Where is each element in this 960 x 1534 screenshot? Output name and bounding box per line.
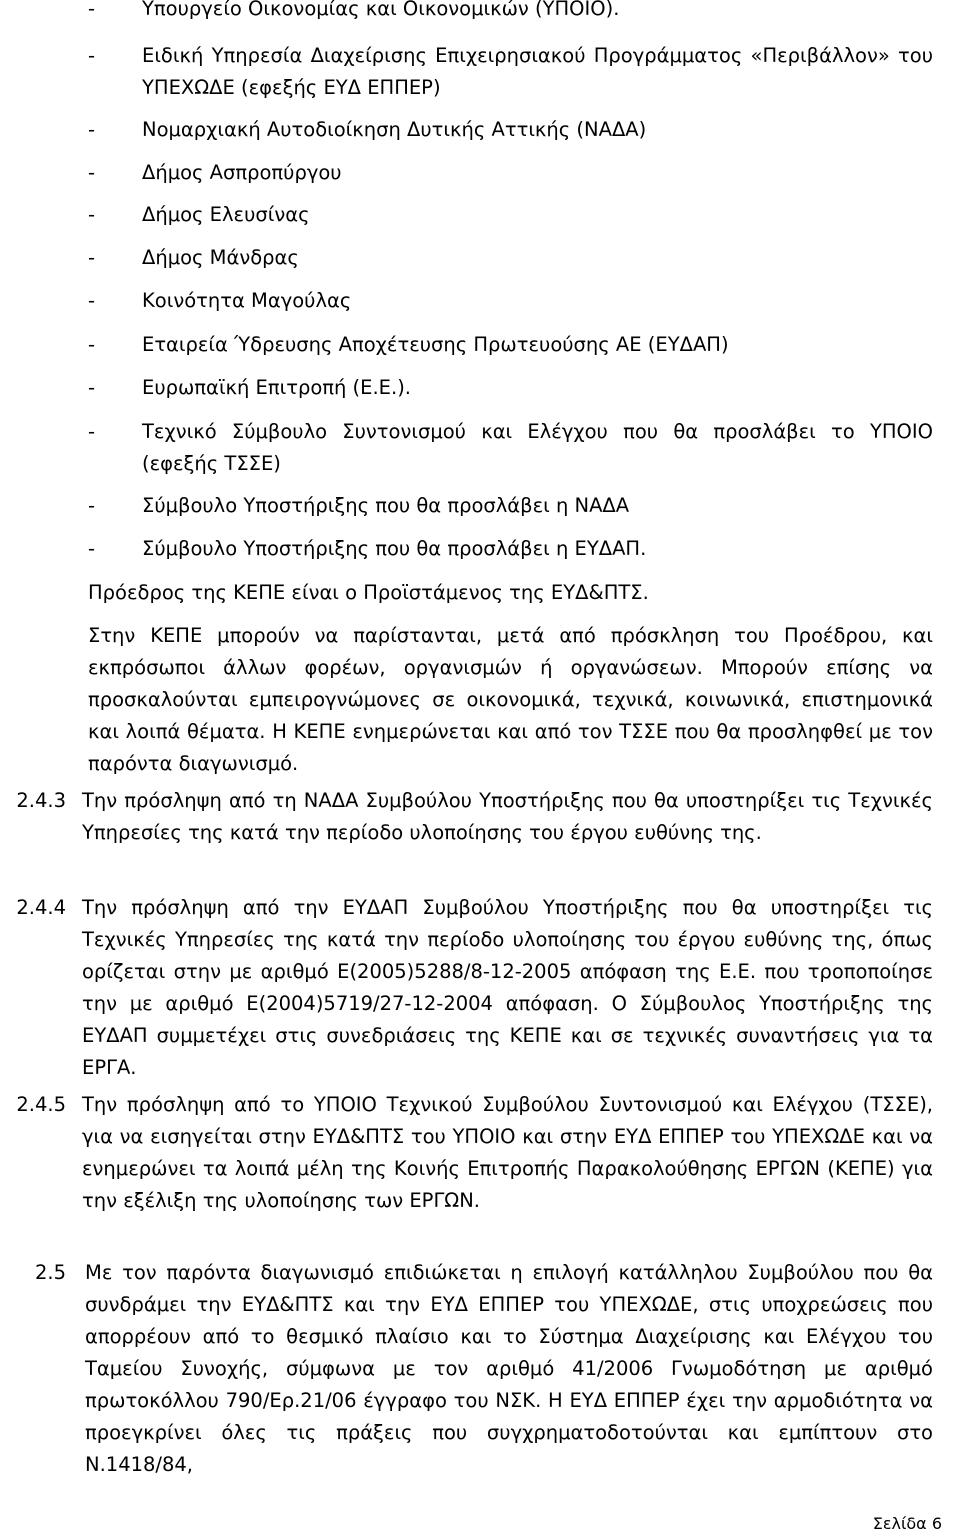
list-item bbox=[88, 242, 933, 274]
chairman-paragraph: Πρόεδρος της ΚΕΠΕ είναι ο Προϊστάμενος της ΕΥΔ&ΠΤΣ. bbox=[88, 581, 649, 604]
list-dash: - bbox=[88, 420, 96, 443]
list-item-text: Κοινότητα Μαγούλας bbox=[142, 289, 352, 312]
list-item-text: Νομαρχιακή Αυτοδιοίκηση Δυτικής Αττικής (ΝΑΔΑ) bbox=[142, 118, 647, 141]
page-number: Σελίδα 6 bbox=[872, 1514, 942, 1533]
section-text: Την πρόσληψη από τη ΝΑΔΑ Συμβούλου Υποστήριξης που θα υποστηρίξει τις Τεχνικές Υπηρεσίες της κατά την περίοδο υλοποίησης του έργου ευθύνης της. bbox=[82, 789, 933, 844]
list-item-text: Σύμβουλο Υποστήριξης που θα προσλάβει η ΝΑΔΑ bbox=[142, 494, 630, 517]
section-number: 2.5 bbox=[34, 1261, 66, 1284]
section-number: 2.4.4 bbox=[16, 896, 66, 919]
list-item bbox=[88, 372, 933, 404]
section-text: Με τον παρόντα διαγωνισμό επιδιώκεται η επιλογή κατάλληλου Συμβούλου που θα συνδράμει την ΕΥΔ&ΠΤΣ και την ΕΥΔ ΕΠΠΕΡ του ΥΠΕΧΩΔΕ, στις υποχρεώσεις που απορρέουν από το θεσμικό πλαίσιο και το Σύστημα Διαχείρισης και Ελέγχου του Ταμείου Συνοχής, σύμφωνα με τον αριθμό 41/2006 Γνωμοδότηση με αριθμό πρωτοκόλλου 790/Ερ.21/06 έγγραφο του ΝΣΚ. Η ΕΥΔ ΕΠΠΕΡ έχει την αρμοδιότητα να προεγκρίνει όλες τις πράξεις που συγχρηματοδοτούνται και εμπίπτουν στο Ν.1418/84, bbox=[85, 1261, 933, 1476]
list-item bbox=[88, 285, 933, 317]
list-item-text: Δήμος Ασπροπύργου bbox=[142, 161, 342, 184]
list-item bbox=[88, 40, 933, 104]
list-item bbox=[88, 490, 933, 522]
list-item bbox=[88, 329, 933, 361]
list-item-text: Υπουργείο Οικονομίας και Οικονομικών (ΥΠΟΙΟ). bbox=[142, 0, 620, 20]
attendance-paragraph: Στην ΚΕΠΕ μπορούν να παρίστανται, μετά από πρόσκληση του Προέδρου, και εκπρόσωποι άλλων φορέων, οργανισμών ή οργανώσεων. Μπορούν επίσης να προσκαλούνται εμπειρογνώμονες σε οικονομικά, τεχνικά, κοινωνικά, επιστημονικά και λοιπά θέματα. Η ΚΕΠΕ ενημερώνεται και από τον ΤΣΣΕ που θα προσληφθεί με τον παρόντα διαγωνισμό. bbox=[88, 624, 933, 775]
list-item-text: Σύμβουλο Υποστήριξης που θα προσλάβει η ΕΥΔΑΠ. bbox=[142, 537, 647, 560]
list-item-text: Τεχνικό Σύμβουλο Συντονισμού και Ελέγχου που θα προσλάβει το ΥΠΟΙΟ (εφεξής ΤΣΣΕ) bbox=[142, 420, 933, 475]
list-item-text: Ειδική Υπηρεσία Διαχείρισης Επιχειρησιακού Προγράμματος «Περιβάλλον» του ΥΠΕΧΩΔΕ (εφεξής ΕΥΔ ΕΠΠΕΡ) bbox=[142, 44, 933, 99]
list-dash: - bbox=[88, 118, 96, 141]
list-item bbox=[88, 533, 933, 565]
list-item bbox=[88, 157, 933, 189]
section-text: Την πρόσληψη από την ΕΥΔΑΠ Συμβούλου Υποστήριξης που θα υποστηρίξει τις Τεχνικές Υπηρεσίες της κατά την περίοδο υλοποίησης του έργου ευθύνης της, όπως ορίζεται στην με αριθμό Ε(2005)5288/8-12-2005 απόφαση της Ε.Ε. που τροποποίησε την με αριθμό Ε(2004)5719/27-12-2004 απόφαση. Ο Σύμβουλος Υποστήριξης της ΕΥΔΑΠ συμμετέχει στις συνεδριάσεις της ΚΕΠΕ και σε τεχνικές συναντήσεις για τα ΕΡΓΑ. bbox=[82, 896, 933, 1079]
list-dash: - bbox=[88, 161, 96, 184]
section-number: 2.4.3 bbox=[16, 789, 66, 812]
list-dash: - bbox=[88, 333, 96, 356]
list-item-text: Ευρωπαϊκή Επιτροπή (Ε.Ε.). bbox=[142, 376, 412, 399]
list-dash: - bbox=[88, 289, 96, 312]
list-item bbox=[88, 199, 933, 231]
list-item-text: Δήμος Μάνδρας bbox=[142, 246, 299, 269]
section-text: Την πρόσληψη από το ΥΠΟΙΟ Τεχνικού Συμβούλου Συντονισμού και Ελέγχου (ΤΣΣΕ), για να εισηγείται στην ΕΥΔ&ΠΤΣ του ΥΠΟΙΟ και στην ΕΥΔ ΕΠΠΕΡ του ΥΠΕΧΩΔΕ και να ενημερώνει τα λοιπά μέλη της Κοινής Επιτροπής Παρακολούθησης ΕΡΓΩΝ (ΚΕΠΕ) για την εξέλιξη της υλοποίησης των ΕΡΓΩΝ. bbox=[82, 1093, 933, 1212]
list-item bbox=[88, 114, 933, 146]
list-item bbox=[88, 0, 933, 25]
list-dash: - bbox=[88, 44, 96, 67]
list-item-text: Εταιρεία Ύδρευσης Αποχέτευσης Πρωτευούσης ΑΕ (ΕΥΔΑΠ) bbox=[142, 333, 729, 356]
list-dash: - bbox=[88, 203, 96, 226]
list-dash: - bbox=[88, 376, 96, 399]
list-dash: - bbox=[88, 494, 96, 517]
section-number: 2.4.5 bbox=[16, 1093, 66, 1116]
list-item-text: Δήμος Ελευσίνας bbox=[142, 203, 310, 226]
list-dash: - bbox=[88, 246, 96, 269]
list-item bbox=[88, 416, 933, 480]
list-dash: - bbox=[88, 537, 96, 560]
list-dash: - bbox=[88, 0, 96, 20]
